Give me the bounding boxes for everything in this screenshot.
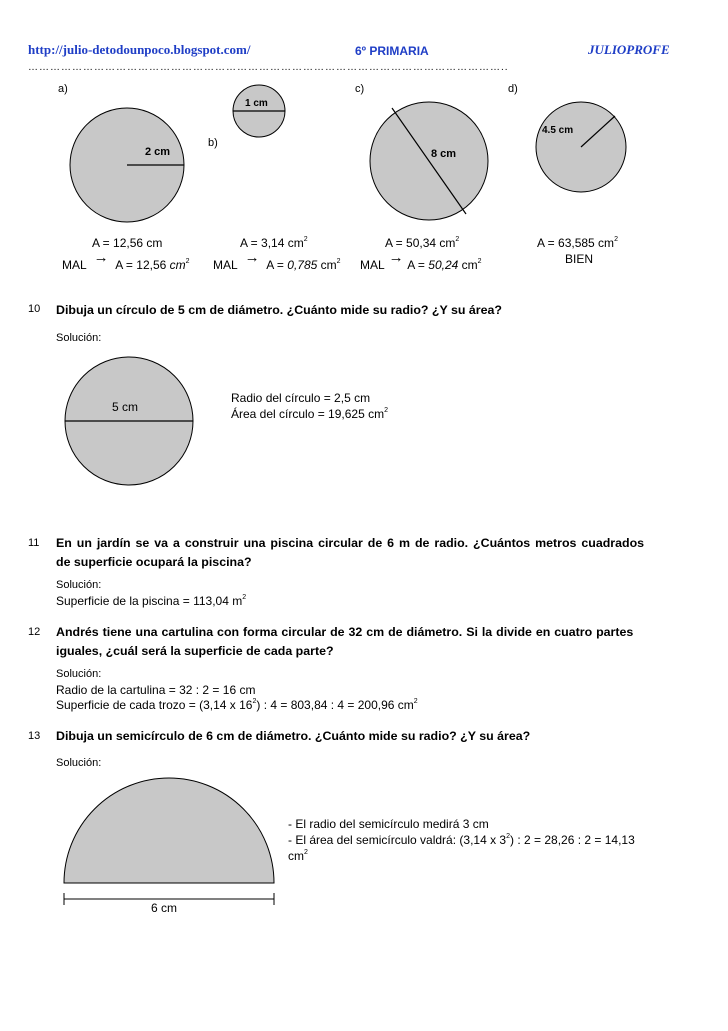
q13-area-unit: $cm^2$ — [288, 849, 308, 863]
figure-a-circle — [65, 103, 195, 228]
figure-d-label: 4.5 cm — [542, 125, 574, 136]
header-divider: ………………………………………………………………………………………………………………….. — [28, 62, 509, 73]
q12-answer-radius: Radio de la cartulina = 32 : 2 = 16 cm — [56, 683, 256, 697]
figure-c-letter: c) — [355, 83, 365, 95]
q13-semicircle — [58, 772, 288, 922]
header-grade: 6º PRIMARIA — [355, 44, 429, 58]
q10-number: 10 — [28, 303, 41, 315]
q10-text: Dibuja un círculo de 5 cm de diámetro. ¿Cuánto mide su radio? ¿Y su área? — [56, 303, 502, 317]
figure-d-circle — [532, 98, 632, 198]
q10-area: Área del círculo = 19,625 $cm^2$ — [231, 407, 388, 421]
header-author: JULIOPROFE — [588, 42, 670, 57]
q12-solution-label: Solución: — [56, 668, 102, 680]
q11-text-line2: de superficie ocupará la piscina? — [56, 555, 252, 569]
figure-c-label: 8 cm — [431, 148, 457, 160]
arrow-icon: → — [244, 249, 260, 266]
q13-text: Dibuja un semicírculo de 6 cm de diámetro. ¿Cuánto mide su radio? ¿Y su área? — [56, 729, 531, 743]
header-url[interactable]: http://julio-detodounpoco.blogspot.com/ — [28, 42, 251, 57]
figure-b-letter: b) — [208, 137, 218, 149]
q11-number: 11 — [28, 537, 40, 549]
q13-number: 13 — [28, 730, 41, 742]
figure-a-label: 2 cm — [145, 146, 171, 158]
figure-a-letter: a) — [58, 83, 68, 95]
arrow-icon: → — [388, 249, 404, 266]
answer-a-given: A = 12,56 cm — [92, 236, 163, 250]
q12-number: 12 — [28, 626, 41, 638]
q11-answer: Superficie de la piscina = 113,04 $m^2$ — [56, 594, 247, 608]
answer-d-given: A = 63,585 $cm^2$ — [537, 236, 618, 250]
answer-b-correction: MAL → A = 0,785 $cm^2$ — [213, 249, 341, 272]
q10-solution-label: Solución: — [56, 332, 102, 344]
answer-c-correction: MAL → A = 50,24 $cm^2$ — [360, 249, 482, 272]
figure-d-letter: d) — [508, 83, 518, 95]
figure-b-label: 1 cm — [245, 98, 268, 109]
q12-answer-area: Superficie de cada trozo = (3,14 x $16^2$) : 4 = 803,84 : 4 = 200,96 $cm^2$ — [56, 698, 418, 712]
answer-d-verdict: BIEN — [565, 252, 594, 266]
q13-shape-label: 6 cm — [151, 901, 178, 915]
q10-circle-label: 5 cm — [112, 400, 139, 414]
q13-area: - El área del semicírculo valdrá: (3,14 x $3^2$) : 2 = 28,26 : 2 = 14,13 — [288, 833, 635, 847]
answer-b-given: A = 3,14 $cm^2$ — [240, 236, 308, 250]
q13-solution-label: Solución: — [56, 757, 102, 769]
q10-circle — [60, 352, 200, 492]
figure-c-circle — [365, 95, 495, 230]
figure-b-circle — [230, 82, 290, 142]
q12-text-line2: iguales, ¿cuál será la superficie de cada parte? — [56, 644, 334, 658]
q12-text-line1: Andrés tiene una cartulina con forma circular de 32 cm de diámetro. Si la divide en cuatro partes — [56, 625, 634, 639]
answer-c-given: A = 50,34 $cm^2$ — [385, 236, 460, 250]
q10-radius: Radio del círculo = 2,5 cm — [231, 391, 371, 405]
q11-text-line1: En un jardín se va a construir una piscina circular de 6 m de radio. ¿Cuántos metros cuadrados — [56, 536, 645, 550]
arrow-icon: → — [93, 249, 109, 266]
answer-a-correction: MAL → A = 12,56 $cm^2$ — [62, 249, 190, 272]
q11-solution-label: Solución: — [56, 579, 102, 591]
q13-radius: - El radio del semicírculo medirá 3 cm — [288, 817, 489, 831]
